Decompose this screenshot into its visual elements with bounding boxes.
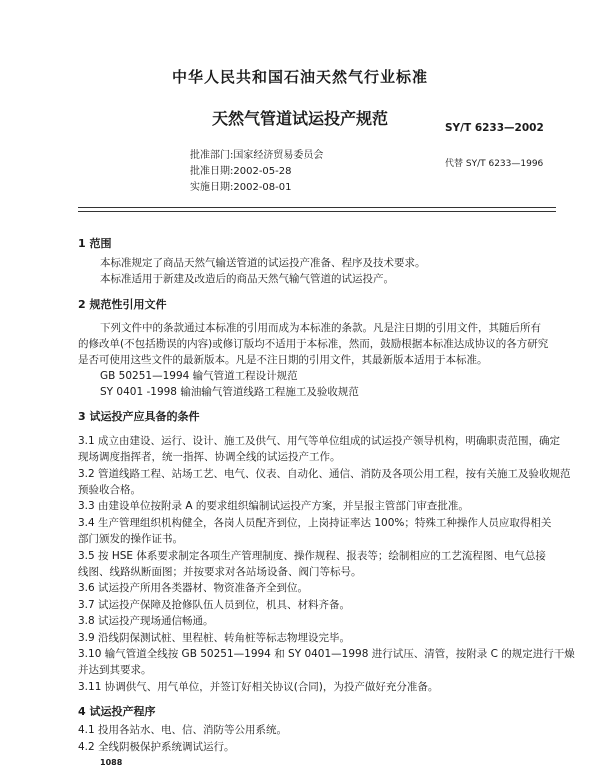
- clause-3-1: 3.1 成立由建设、运行、设计、施工及供气、用气等单位组成的试运投产领导机构，明确职责范围，确定: [78, 435, 561, 447]
- clause-3-4: 3.4 生产管理组织机构健全，各岗人员配齐到位，上岗持证率达 100%；特殊工种操作人员应取得相关: [78, 517, 552, 529]
- clause-3-5: 3.5 按 HSE 体系要求制定各项生产管理制度、操作规程、报表等；绘制相应的工艺流程图、电气总接: [78, 550, 546, 562]
- standard-number: SY/T 6233—2002: [445, 122, 544, 134]
- clause-3-2: 3.2 管道线路工程、站场工艺、电气、仪表、自动化、通信、消防及各项公用工程，按有关施工及验收规范: [78, 468, 571, 480]
- section-4-heading: 4 试运投产程序: [78, 705, 156, 718]
- section-2-paragraph-line: 下列文件中的条款通过本标准的引用而成为本标准的条款。凡是注日期的引用文件，其随后所有: [100, 322, 541, 334]
- clause-3-4-continued: 部门颁发的操作证书。: [78, 533, 183, 545]
- section-1-heading: 1 范围: [78, 237, 112, 250]
- clause-3-8: 3.8 试运投产现场通信畅通。: [78, 615, 214, 627]
- clause-3-3: 3.3 由建设单位按附录 A 的要求组织编制试运投产方案，并呈报主管部门审查批准。: [78, 500, 469, 512]
- clause-3-7: 3.7 试运投产保障及抢修队伍人员到位，机具、材料齐备。: [78, 599, 351, 611]
- clause-3-1-continued: 现场调度指挥者，统一指挥、协调全线的试运投产工作。: [78, 451, 341, 463]
- section-2-heading: 2 规范性引用文件: [78, 298, 167, 311]
- section-1-paragraph-1: 本标准规定了商品天然气输送管道的试运投产准备、程序及技术要求。: [100, 257, 426, 269]
- page-number: 1088: [100, 758, 123, 767]
- section-2-paragraph-line: 是否可使用这些文件的最新版本。凡是不注日期的引用文件，其最新版本适用于本标准。: [78, 354, 488, 366]
- clause-4-1: 4.1 投用各站水、电、信、消防等公用系统。: [78, 724, 288, 736]
- reference-gb-50251: GB 50251—1994 输气管道工程设计规范: [100, 370, 298, 382]
- header-divider: [78, 207, 556, 208]
- clause-3-2-continued: 预验收合格。: [78, 484, 141, 496]
- clause-3-9: 3.9 沿线阴保测试桩、里程桩、转角桩等标志物埋设完毕。: [78, 632, 351, 644]
- effective-date: 实施日期:2002-08-01: [190, 182, 292, 193]
- document-title: 天然气管道试运投产规范: [211, 109, 388, 128]
- clause-4-2: 4.2 全线阴极保护系统调试运行。: [78, 741, 235, 753]
- approval-department: 批准部门:国家经济贸易委员会: [190, 150, 324, 161]
- section-3-heading: 3 试运投产应具备的条件: [78, 410, 200, 423]
- industry-standard-title: 中华人民共和国石油天然气行业标准: [171, 68, 428, 86]
- clause-3-5-continued: 线图、线路纵断面图；并按要求对各站场设备、阀门等标号。: [78, 566, 362, 578]
- approval-date: 批准日期:2002-05-28: [190, 166, 292, 177]
- clause-3-10: 3.10 输气管道全线按 GB 50251—1994 和 SY 0401—1998 进行试压、清管，按附录 C 的规定进行干燥: [78, 648, 575, 660]
- reference-sy-0401: SY 0401 -1998 输油输气管道线路工程施工及验收规范: [100, 386, 359, 398]
- clause-3-10-continued: 并达到其要求。: [78, 664, 152, 676]
- replaces-standard: 代替 SY/T 6233—1996: [445, 159, 544, 169]
- section-1-paragraph-2: 本标准适用于新建及改造后的商品天然气输气管道的试运投产。: [100, 273, 394, 285]
- clause-3-11: 3.11 协调供气、用气单位，并签订好相关协议(合同)，为投产做好充分准备。: [78, 681, 439, 693]
- section-2-paragraph-line: 的修改单(不包括勘误的内容)或修订版均不适用于本标准，然而，鼓励根据本标准达成协议的各方研究: [78, 338, 549, 350]
- header-divider-secondary: [78, 211, 556, 212]
- clause-3-6: 3.6 试运投产所用各类器材、物资准备齐全到位。: [78, 582, 309, 594]
